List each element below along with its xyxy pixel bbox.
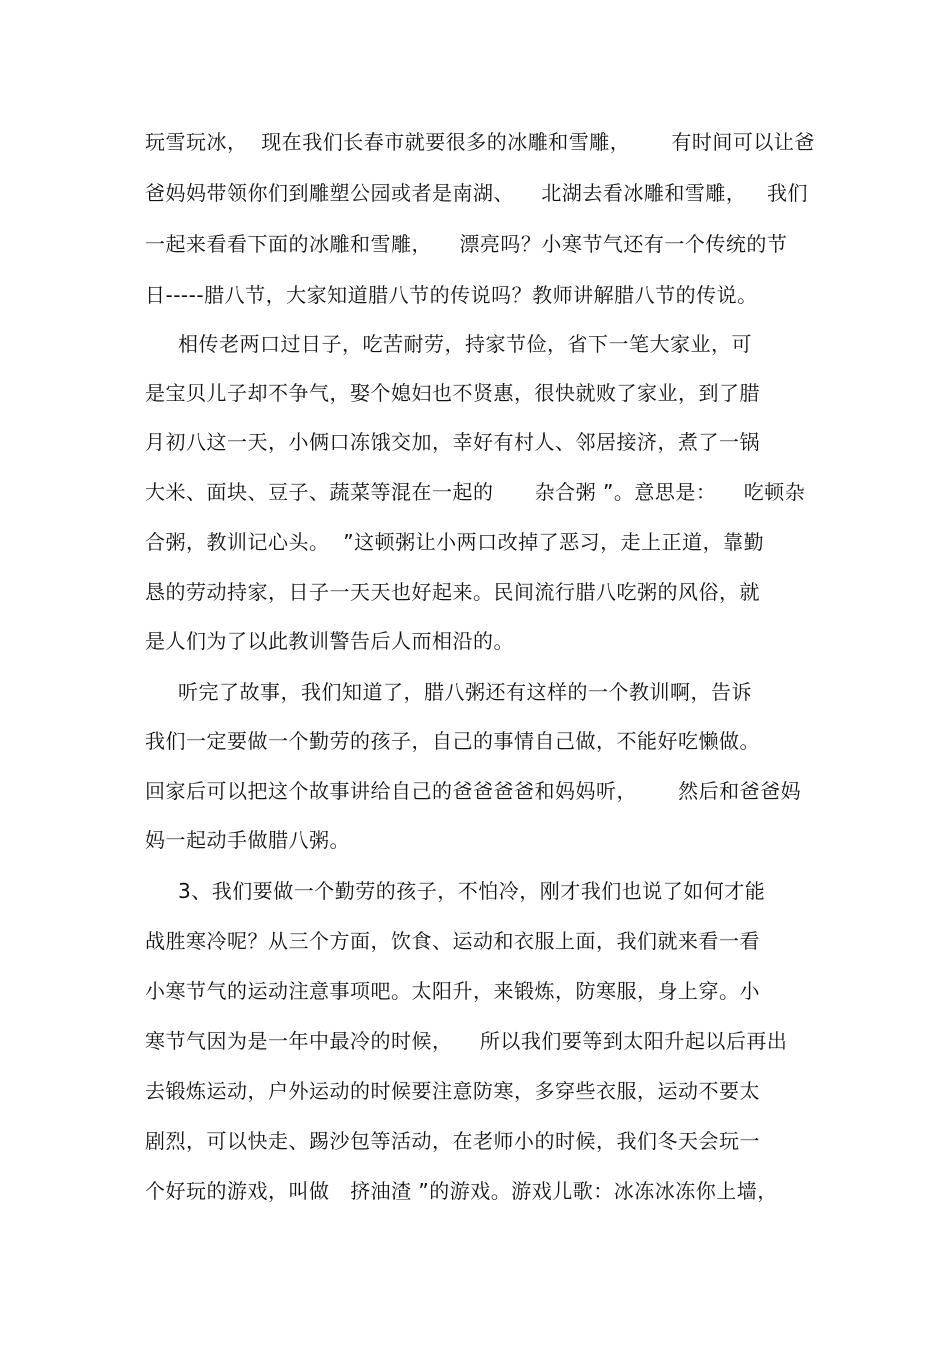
text-line: 战胜寒冷呢？从三个方面，饮食、运动和衣服上面，我们就来看一看 xyxy=(145,929,760,953)
text-line: 妈一起动手做腊八粥。 xyxy=(145,828,350,852)
text-line: 3、我们要做一个勤劳的孩子，不怕冷，刚才我们也说了如何才能 xyxy=(178,879,766,903)
text-line: 我们一定要做一个勤劳的孩子，自己的事情自己做，不能好吃懒做。 xyxy=(145,729,760,753)
text-line: 去锻炼运动，户外运动的时候要注意防寒，多穿些衣服，运动不要太 xyxy=(145,1079,760,1103)
text-line: 相传老两口过日子，吃苦耐劳，持家节俭，省下一笔大家业，可 xyxy=(178,332,752,356)
text-line: 恳的劳动持家，日子一天天也好起来。民间流行腊八吃粥的风俗，就 xyxy=(145,580,760,604)
text-line: 玩雪玩冰， 现在我们长春市就要很多的冰雕和雪雕， 有时间可以让爸 xyxy=(145,130,815,154)
text-line: 小寒节气的运动注意事项吧。太阳升，来锻炼，防寒服，身上穿。小 xyxy=(145,979,760,1003)
text-line: 一起来看看下面的冰雕和雪雕， 漂亮吗？小寒节气还有一个传统的节 xyxy=(145,232,788,256)
text-line: 是人们为了以此教训警告后人而相沿的。 xyxy=(145,629,514,653)
text-line: 合粥，教训记心头。 ”这顿粥让小两口改掉了恶习，走上正道，靠勤 xyxy=(145,530,765,554)
text-line: 剧烈，可以快走、踢沙包等活动，在老师小的时候，我们冬天会玩一 xyxy=(145,1129,760,1153)
text-line: 是宝贝儿子却不争气，娶个媳妇也不贤惠，很快就败了家业，到了腊 xyxy=(145,381,760,405)
text-line: 爸妈妈带领你们到雕塑公园或者是南湖、 北湖去看冰雕和雪雕， 我们 xyxy=(145,181,809,205)
text-line: 大米、面块、豆子、蔬菜等混在一起的 杂合粥 ”。意思是： 吃顿杂 xyxy=(145,480,806,504)
text-line: 听完了故事，我们知道了，腊八粥还有这样的一个教训啊，告诉 xyxy=(178,680,752,704)
text-line: 月初八这一天，小俩口冻饿交加，幸好有村人、邻居接济，煮了一锅 xyxy=(145,430,760,454)
text-line: 寒节气因为是一年中最冷的时候， 所以我们要等到太阳升起以后再出 xyxy=(145,1029,788,1053)
text-line: 回家后可以把这个故事讲给自己的爸爸爸爸和妈妈听， 然后和爸爸妈 xyxy=(145,779,802,803)
text-line: 日-----腊八节，大家知道腊八节的传说吗？教师讲解腊八节的传说。 xyxy=(145,283,758,307)
text-line: 个好玩的游戏，叫做 挤油渣 ”的游戏。游戏儿歌：冰冻冰冻你上墙， xyxy=(145,1179,778,1203)
